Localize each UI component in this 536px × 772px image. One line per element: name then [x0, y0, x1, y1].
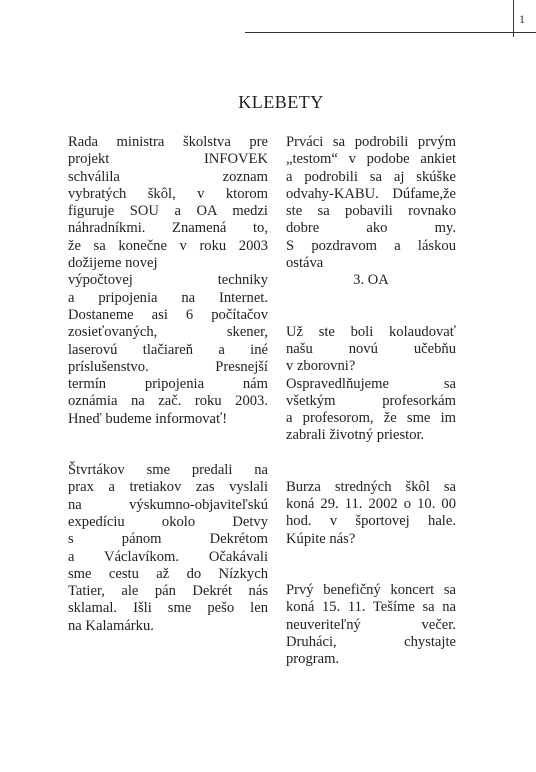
text-line: program.	[286, 651, 340, 668]
text-line: všetkým profesorkám	[286, 392, 456, 409]
text-line: Hneď budeme informovať!	[68, 410, 228, 427]
text-line: Už ste boli kolaudovať	[286, 323, 456, 340]
text-line: sme cestu až do Nízkych	[68, 565, 268, 582]
text-line: Ospravedlňujeme sa	[286, 375, 456, 392]
page-number: 1	[519, 12, 525, 26]
text-line: vybratých škôl, v ktorom	[68, 185, 268, 202]
header-rule	[245, 32, 536, 33]
text-line: Tatier, ale pán Dekrét nás	[68, 583, 268, 600]
text-line: dobre ako my.	[286, 220, 456, 237]
text-line: koná 15. 11. Tešíme sa na	[286, 599, 456, 616]
text-line: v zborovni?	[286, 358, 356, 375]
article-title: KLEBETY	[238, 92, 324, 112]
text-line: neuveriteľný večer.	[286, 616, 456, 633]
text-line: výpočtovej techniky	[68, 272, 268, 289]
text-line: Rada ministra školstva pre	[68, 134, 268, 150]
text-line: Prvý benefičný koncert sa	[286, 581, 456, 598]
header-vertical-rule	[513, 0, 514, 37]
text-line: 3. OA	[353, 272, 389, 289]
text-line: ostáva	[286, 255, 324, 272]
text-line: že sa konečne v roku 2003	[68, 237, 268, 254]
text-line: Prváci sa podrobili prvým	[286, 134, 456, 150]
text-line: schválila zoznam	[68, 168, 268, 185]
text-line: zabrali životný priestor.	[286, 427, 425, 444]
text-line: termín pripojenia nám	[68, 376, 268, 393]
text-line: figuruje SOU a OA medzi	[68, 203, 268, 220]
text-line: s pánom Dekrétom	[68, 531, 268, 548]
text-line: Druháci, chystajte	[286, 633, 456, 650]
text-line: dožijeme novej	[68, 255, 158, 272]
paragraph	[286, 479, 456, 548]
paragraph	[286, 324, 456, 445]
text-line: našu novú učebňu	[286, 340, 456, 357]
text-line: Kúpite nás?	[286, 530, 356, 547]
text-line: a podrobili sa aj skúške	[286, 168, 456, 185]
text-line: na výskumno-objaviteľskú	[68, 496, 268, 513]
right-column	[286, 134, 456, 702]
text-line: na Kalamárku.	[68, 617, 154, 634]
text-line: „testom“ v podobe ankiet	[286, 151, 456, 168]
text-line: prax a tretiakov zas vyslali	[68, 479, 268, 496]
text-line: a Václavíkom. Očakávali	[68, 548, 268, 565]
paragraph	[68, 462, 268, 635]
text-line: ste sa pobavili rovnako	[286, 203, 456, 220]
paragraph	[68, 134, 268, 428]
text-line: a pripojenia na Internet.	[68, 289, 268, 306]
text-line: projekt INFOVEK	[68, 151, 268, 168]
text-line: zosieťovaných, skener,	[68, 324, 268, 341]
text-line: odvahy-KABU. Dúfame,že	[286, 185, 456, 202]
text-line: sklamal. Išli sme pešo len	[68, 600, 268, 617]
text-line: hod. v športovej hale.	[286, 513, 456, 530]
text-line: expedíciu okolo Detvy	[68, 513, 268, 530]
text-line: oznámia na zač. roku 2003.	[68, 393, 268, 410]
text-line: Dostaneme asi 6 počítačov	[68, 306, 268, 323]
text-line: Burza stredných škôl sa	[286, 478, 456, 495]
left-column	[68, 134, 268, 669]
text-line: a profesorom, že sme im	[286, 410, 456, 427]
text-line: náhradníkmi. Znamená to,	[68, 220, 268, 237]
paragraph	[286, 134, 456, 290]
text-line: Štvrtákov sme predali na	[68, 462, 268, 479]
text-line: S pozdravom a láskou	[286, 237, 456, 254]
text-line: laserovú tlačiareň a iné	[68, 341, 268, 358]
text-line: koná 29. 11. 2002 o 10. 00	[286, 496, 456, 513]
text-line: príslušenstvo. Presnejší	[68, 358, 268, 375]
paragraph	[286, 582, 456, 668]
